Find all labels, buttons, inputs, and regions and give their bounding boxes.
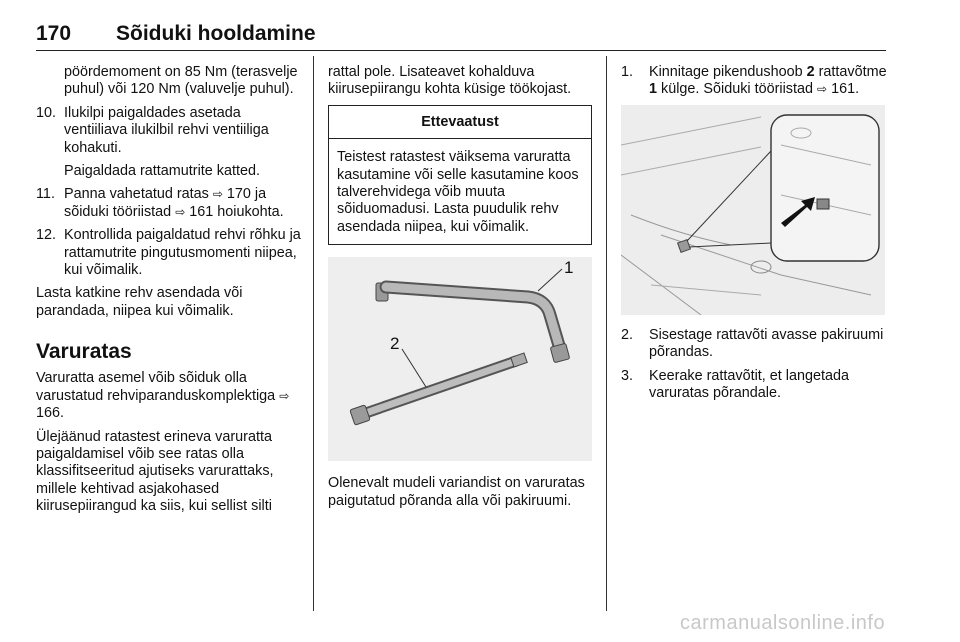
list-number: 12. bbox=[36, 227, 57, 244]
page-ref-arrow-icon: ⇨ bbox=[279, 388, 290, 403]
list-number: 10. bbox=[36, 104, 57, 121]
page-ref[interactable]: 170 bbox=[226, 186, 251, 203]
list-text: Panna vahetatud ratas bbox=[64, 186, 209, 203]
column-1 bbox=[36, 64, 304, 522]
page-title: Sõiduki hooldamine bbox=[116, 22, 316, 45]
list-text: Ilukilpi paigaldades asetada ventiiliava ilukilbil rehvi ventiiliga kohakuti. bbox=[64, 104, 269, 156]
continued-text: rattal pole. Lisateavet kohalduva kiirusepiirangu kohta küsige töökojast. bbox=[328, 64, 572, 98]
page-number: 170 bbox=[36, 22, 72, 45]
part-number: 2 bbox=[806, 64, 815, 80]
page-ref-arrow-icon: ⇨ bbox=[212, 187, 223, 202]
figure-label-1: 1 bbox=[564, 258, 574, 278]
list-item-12 bbox=[36, 227, 304, 279]
list-item-11 bbox=[36, 186, 304, 221]
watermark: carmanualsonline.info bbox=[680, 612, 886, 634]
warning-text: Teistest ratastest väiksema varuratta kasutamine või selle kasutamine koos talverehvidega võib muuta sõiduomadusi. Lasta puudulik rehv asendada niipea, kui võimalik. bbox=[337, 149, 579, 235]
list-subtext: Paigaldada rattamutrite katted. bbox=[64, 163, 260, 180]
column-2 bbox=[328, 64, 592, 516]
paragraph-text: Varuratta asemel võib sõiduk olla varustatud rehviparanduskomplektiga bbox=[36, 370, 276, 404]
list-text: Kinnitage pikendushoob bbox=[649, 64, 803, 80]
paragraph: Ülejäänud ratastest erineva varuratta paigaldamisel võib see ratas olla klassifitseeritud ajutiseks varurattaks, millele kehtivad asjakohased kiirusepiirangud ka siis, kui sellist silti bbox=[36, 428, 274, 515]
wheel-wrench-illustration bbox=[328, 257, 592, 461]
continued-text: pöördemoment on 85 Nm (terasvelje puhul) või 120 Nm (valuvelje puhul). bbox=[64, 64, 298, 98]
figure-label-2: 2 bbox=[390, 334, 400, 354]
section-heading: Varuratas bbox=[36, 340, 132, 364]
list-item-1 bbox=[621, 64, 887, 99]
page-ref-arrow-icon: ⇨ bbox=[817, 82, 828, 97]
page-header bbox=[36, 18, 886, 51]
page-ref[interactable]: 166. bbox=[36, 405, 65, 422]
list-item-3 bbox=[621, 368, 887, 403]
list-item-2 bbox=[621, 327, 887, 362]
warning-title: Ettevaatust bbox=[329, 106, 591, 139]
warning-box bbox=[328, 105, 592, 245]
list-text: hoiukohta. bbox=[217, 203, 284, 220]
paragraph: Lasta katkine rehv asendada või parandada, niipea kui võimalik. bbox=[36, 285, 243, 319]
column-3 bbox=[621, 64, 887, 408]
column-divider-2 bbox=[606, 56, 607, 611]
list-number: 3. bbox=[621, 367, 634, 384]
list-text: ja sõiduki tööriistad bbox=[64, 186, 267, 220]
trunk-floor-illustration bbox=[621, 105, 885, 315]
page-ref[interactable]: 161 bbox=[189, 203, 214, 220]
paragraph bbox=[36, 370, 304, 422]
list-text: Kontrollida paigaldatud rehvi rõhku ja rattamutrite pingutusmomenti niipea, kui võimalik. bbox=[64, 227, 301, 279]
list-text: Sisestage rattavõti avasse pakiruumi põrandas. bbox=[649, 326, 884, 361]
wheel-wrench-figure bbox=[328, 257, 592, 461]
part-number: 1 bbox=[649, 81, 658, 98]
list-item-10 bbox=[36, 105, 304, 181]
list-text: rattavõtme bbox=[818, 64, 887, 80]
page-ref-arrow-icon: ⇨ bbox=[175, 204, 186, 219]
list-text: Keerake rattavõtit, et langetada varuratas põrandale. bbox=[649, 367, 850, 402]
list-text: külge. Sõiduki tööriistad bbox=[661, 81, 814, 98]
list-number: 2. bbox=[621, 326, 634, 343]
page-ref[interactable]: 161. bbox=[831, 81, 860, 98]
paragraph: Olenevalt mudeli variandist on varuratas paigutatud põranda alla või pakiruumi. bbox=[328, 475, 585, 509]
column-divider-1 bbox=[313, 56, 314, 611]
list-number: 11. bbox=[36, 186, 55, 203]
list-number: 1. bbox=[621, 64, 634, 80]
trunk-figure bbox=[621, 105, 885, 315]
